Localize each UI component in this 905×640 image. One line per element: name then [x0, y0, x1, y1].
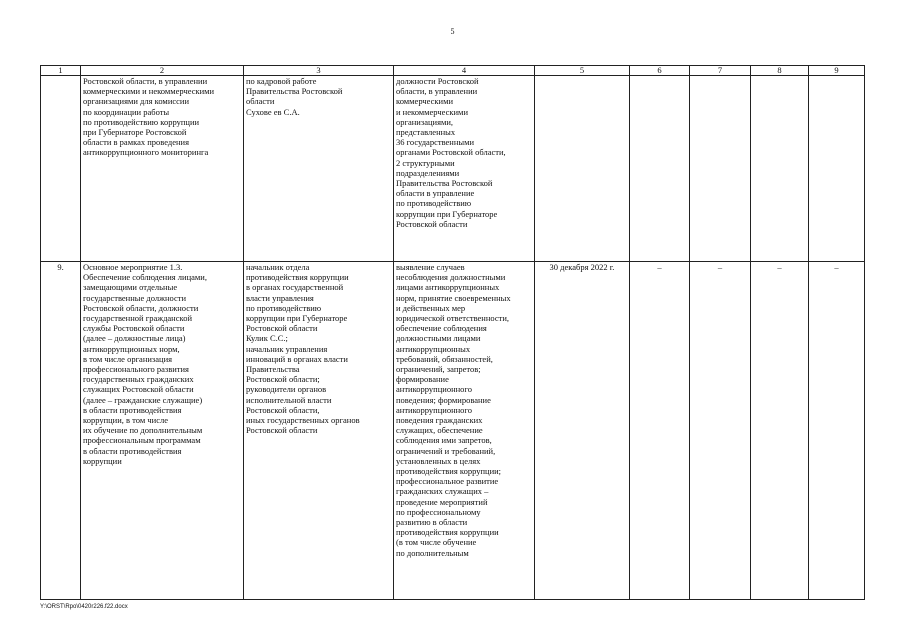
- table-header-row: [41, 66, 865, 76]
- value-cell: [630, 76, 690, 262]
- value-cell: –: [751, 262, 809, 600]
- page-number: 5: [450, 27, 455, 36]
- column-header: 5: [535, 66, 630, 76]
- table-row: [41, 262, 865, 600]
- deadline-cell: [535, 76, 630, 262]
- value-cell: [809, 76, 865, 262]
- result-cell: выявление случаев несоблюдения должностными лицами антикоррупционных норм, принятие своевременных и действенных мер юридической ответственности, обеспечение соблюдения должностными лицами антикоррупционных требований, обязанностей, ограничений, запретов; формирование антикоррупционного поведения; формирование антикоррупционного поведения гражданских служащих, обеспечение соблюдения ими запретов, ограничений и требований, установленных в целях противодействия коррупции; профессиональное развитие гражданских служащих – проведение мероприятий по профессиональному развитию в области противодействия коррупции (в том числе обучение по дополнительным: [394, 262, 535, 600]
- event-description: Ростовской области, в управлении коммерческими и некоммерческими организациями для комиссии по координации работы по противодействию коррупции при Губернаторе Ростовской области в рамках проведения антикоррупционного мониторинга: [81, 76, 244, 262]
- column-header: 4: [394, 66, 535, 76]
- value-cell: –: [690, 262, 751, 600]
- value-cell: [751, 76, 809, 262]
- file-path-footer: Y:\ORST\Rpo\0420r226.f22.docx: [40, 604, 128, 610]
- column-header: 9: [809, 66, 865, 76]
- result-cell: должности Ростовской области, в управлении коммерческими и некоммерческими организациями, представленных 36 государственными органами Ростовской области, 2 структурными подразделениями Правительства Ростовской области в управление по противодействию коррупции при Губернаторе Ростовской области: [394, 76, 535, 262]
- row-number: 9.: [41, 262, 81, 600]
- column-header: 2: [81, 66, 244, 76]
- value-cell: –: [809, 262, 865, 600]
- column-header: 8: [751, 66, 809, 76]
- row-number: [41, 76, 81, 262]
- column-header: 1: [41, 66, 81, 76]
- executor-cell: по кадровой работе Правительства Ростовской области Сухове ев С.А.: [244, 76, 394, 262]
- table-row: [41, 76, 865, 262]
- events-table: [40, 65, 865, 600]
- deadline-cell: 30 декабря 2022 г.: [535, 262, 630, 600]
- column-header: 3: [244, 66, 394, 76]
- column-header: 6: [630, 66, 690, 76]
- value-cell: –: [630, 262, 690, 600]
- executor-cell: начальник отдела противодействия коррупции в органах государственной власти управления по противодействию коррупции при Губернаторе Ростовской области Кулик С.С.; начальник управления инноваций в органах власти Правительства Ростовской области; руководители органов исполнительной власти Ростовской области, иных государственных органов Ростовской области: [244, 262, 394, 600]
- event-description: Основное мероприятие 1.3. Обеспечение соблюдения лицами, замещающими отдельные государственные должности Ростовской области, должности государственной гражданской службы Ростовской области (далее – должностные лица) антикоррупционных норм, в том числе организация профессионального развития государственных гражданских служащих Ростовской области (далее – гражданские служащие) в области противодействия коррупции, в том числе их обучение по дополнительным профессиональным программам в области противодействия коррупции: [81, 262, 244, 600]
- value-cell: [690, 76, 751, 262]
- column-header: 7: [690, 66, 751, 76]
